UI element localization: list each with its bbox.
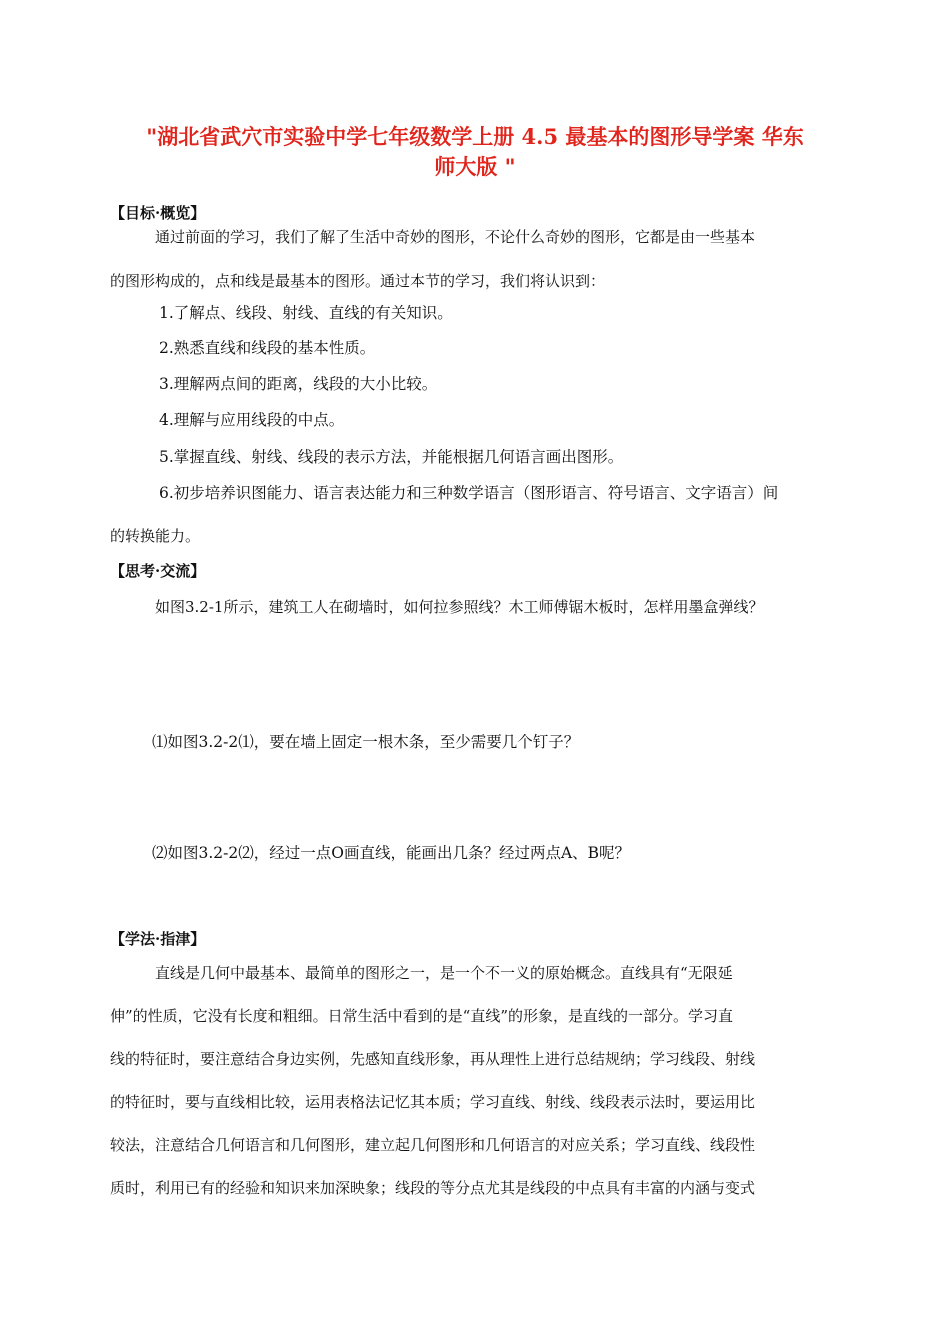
document-title-line-1: "湖北省武穴市实验中学七年级数学上册 4.5 最基本的图形导学案 华东: [146, 124, 804, 149]
method-line-4: 的特征时，要与直线相比较，运用表格法记忆其本质；学习直线、射线、线段表示法时，要运用比: [110, 1093, 756, 1111]
goal-item-3: 3.理解两点间的距离，线段的大小比较。: [159, 375, 438, 393]
method-line-6: 质时，利用已有的经验和知识来加深映象；线段的等分点尤其是线段的中点具有丰富的内涵与变式: [110, 1179, 756, 1197]
section-heading-method: 【学法·指津】: [110, 930, 206, 948]
method-line-2: 伸”的性质，它没有长度和粗细。日常生活中看到的是“直线”的形象，是直线的一部分。学习直: [110, 1007, 734, 1025]
goal-item-5: 5.掌握直线、射线、线段的表示方法，并能根据几何语言画出图形。: [159, 448, 624, 466]
document-title-line-2: 师大版 ": [434, 154, 516, 179]
method-line-3: 线的特征时，要注意结合身边实例，先感知直线形象，再从理性上进行总结规纳；学习线段、射线: [110, 1050, 756, 1068]
think-question-1: ⑴如图3.2-2⑴，要在墙上固定一根木条，至少需要几个钉子？: [152, 733, 580, 751]
goal-item-6-cont: 的转换能力。: [110, 527, 201, 545]
section-heading-goals: 【目标·概览】: [110, 204, 206, 222]
think-question: 如图3.2-1所示，建筑工人在砌墙时，如何拉参照线？木工师傅锯木板时，怎样用墨盒弹线？: [155, 598, 764, 616]
goal-item-1: 1.了解点、线段、射线、直线的有关知识。: [159, 304, 453, 322]
goal-item-4: 4.理解与应用线段的中点。: [159, 411, 345, 429]
method-line-1: 直线是几何中最基本、最简单的图形之一，是一个不一义的原始概念。直线具有“无限延: [155, 964, 733, 982]
method-line-5: 较法，注意结合几何语言和几何图形，建立起几何图形和几何语言的对应关系；学习直线、线段性: [110, 1136, 756, 1154]
goals-intro-line-1: 通过前面的学习，我们了解了生活中奇妙的图形，不论什么奇妙的图形，它都是由一些基本: [155, 228, 756, 246]
goals-intro-line-2: 的图形构成的，点和线是最基本的图形。通过本节的学习，我们将认识到：: [110, 272, 606, 290]
goal-item-6: 6.初步培养识图能力、语言表达能力和三种数学语言（图形语言、符号语言、文字语言）间: [159, 484, 779, 502]
think-question-2: ⑵如图3.2-2⑵，经过一点O画直线，能画出几条？经过两点A、B呢？: [152, 844, 631, 862]
goal-item-2: 2.熟悉直线和线段的基本性质。: [159, 339, 376, 357]
section-heading-think: 【思考·交流】: [110, 562, 206, 580]
